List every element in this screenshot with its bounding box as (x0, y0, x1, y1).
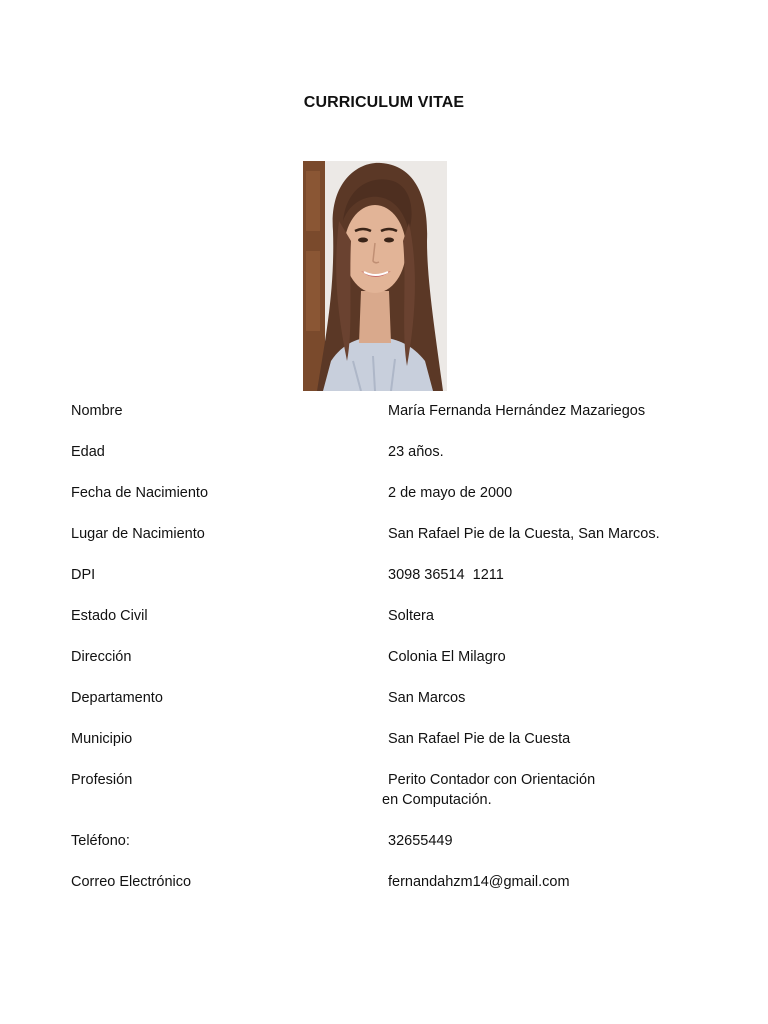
field-value: 2 de mayo de 2000 (388, 485, 513, 501)
field-label: Edad (71, 444, 105, 460)
field-label: Lugar de Nacimiento (71, 526, 205, 542)
field-value: 32655449 (388, 833, 453, 849)
field-value: María Fernanda Hernández Mazariegos (388, 403, 646, 419)
field-label: Correo Electrónico (71, 874, 192, 890)
field-value: fernandahzm14@gmail.com (388, 874, 570, 890)
field-label: Profesión (71, 772, 133, 788)
field-value: Soltera (388, 608, 434, 624)
field-value-line2: en Computación. (382, 792, 492, 808)
field-label: Estado Civil (71, 608, 148, 624)
field-value: 3098 36514 1211 (388, 567, 504, 583)
field-label: Dirección (71, 649, 132, 665)
field-value: 23 años. (388, 444, 444, 460)
field-value: San Rafael Pie de la Cuesta (388, 731, 571, 747)
field-label: DPI (71, 567, 96, 583)
field-label: Fecha de Nacimiento (71, 485, 209, 501)
page-title: CURRICULUM VITAE (303, 94, 465, 111)
field-label: Municipio (71, 731, 133, 747)
field-value: San Marcos (388, 690, 466, 706)
field-value-multiline (382, 770, 718, 810)
field-label: Departamento (71, 690, 163, 706)
field-value: Colonia El Milagro (388, 649, 506, 665)
field-label: Nombre (71, 403, 123, 419)
profile-photo (303, 161, 447, 391)
portrait-photo-icon (303, 161, 447, 391)
field-value: San Rafael Pie de la Cuesta, San Marcos. (388, 526, 660, 542)
field-label: Teléfono: (71, 833, 130, 849)
field-value: Perito Contador con Orientación (388, 772, 596, 788)
